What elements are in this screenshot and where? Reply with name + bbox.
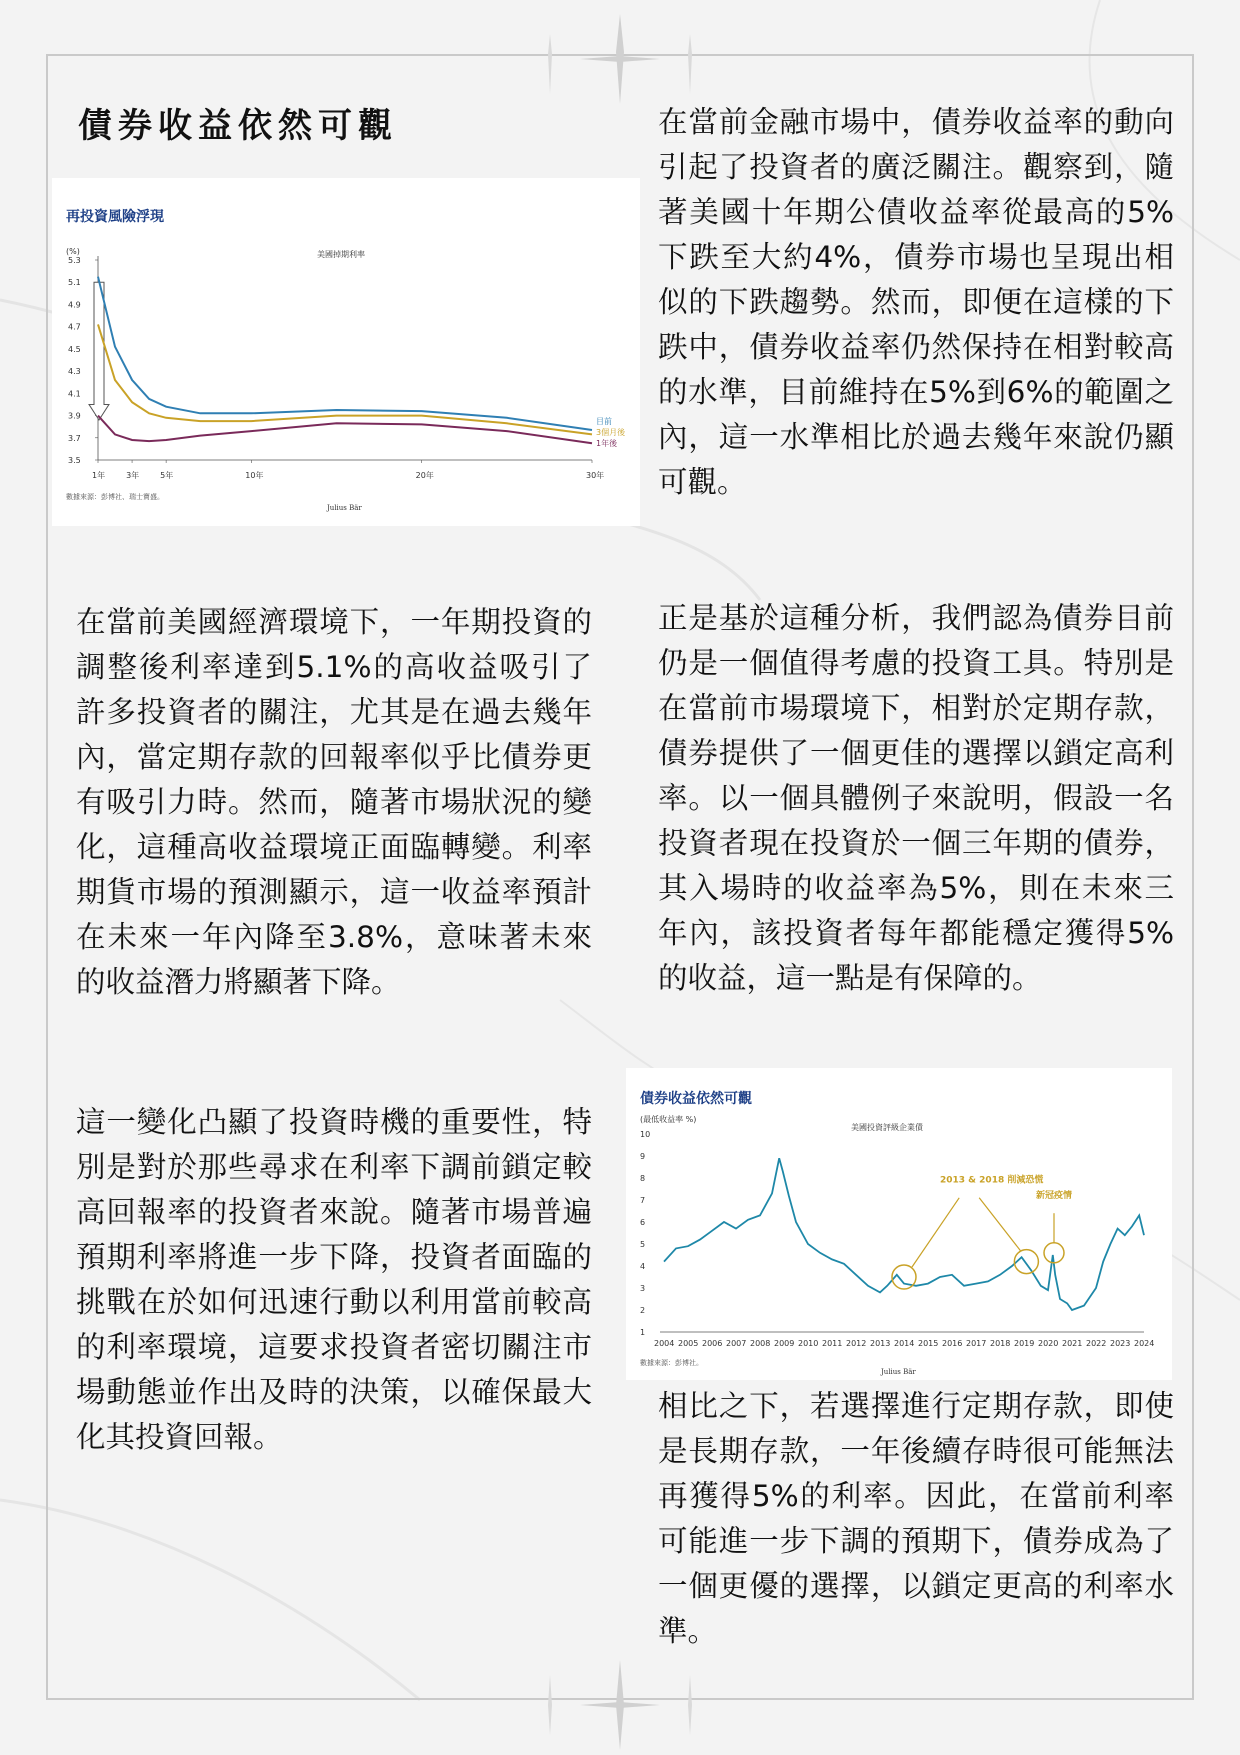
y-tick-label: 4.9: [68, 300, 81, 310]
taper-annotation: 2013 & 2018 削減恐慌: [940, 1175, 1044, 1186]
x-tick-label: 2006: [702, 1339, 723, 1348]
star-ornament-bottom: [520, 1660, 720, 1750]
paragraph-right-1: 在當前金融市場中，債券收益率的動向引起了投資者的廣泛關注。觀察到，隨著美國十年期公債收益率從最高的5%下跌至大約4%，債券市場也呈現出相似的下跌趨勢。然而，即便在這樣的下跌中，債券收益率仍然保持在相對較高的水準，目前維持在5%到6%的範圍之內，這一水準相比於過去幾年來說仍顯可觀。: [658, 105, 1174, 499]
figure1-brand-logo: Julius Bär: [327, 504, 362, 512]
y-tick-label: 5.1: [68, 278, 81, 288]
y-tick-label: 10: [640, 1130, 651, 1139]
x-tick-label: 2018: [990, 1339, 1011, 1348]
figure1-subtitle: 美國掉期利率: [317, 250, 365, 259]
x-tick-label: 2012: [846, 1339, 867, 1348]
x-tick-label: 2013: [870, 1339, 891, 1348]
swap-rate-chart: [52, 178, 640, 526]
y-unit-label: (最低收益率 %): [640, 1115, 697, 1124]
x-tick-label: 30年: [586, 471, 605, 480]
yield-line: [664, 1158, 1144, 1310]
x-tick-label: 2011: [822, 1339, 843, 1348]
taper-arrow-2: [979, 1198, 1020, 1251]
x-tick-label: 2004: [654, 1339, 675, 1348]
y-tick-label: 5.3: [68, 256, 81, 265]
x-tick-label: 2017: [966, 1339, 987, 1348]
y-tick-label: 4: [640, 1262, 646, 1271]
x-tick-label: 2024: [1134, 1339, 1155, 1348]
x-tick-label: 2022: [1086, 1339, 1107, 1348]
legend-label: 1年後: [596, 439, 618, 448]
y-tick-label: 3.9: [68, 411, 81, 421]
legend-label: 目前: [596, 417, 612, 426]
page-title: 債券收益依然可觀: [78, 106, 398, 146]
x-tick-label: 2019: [1014, 1339, 1035, 1348]
covid-annotation: 新冠疫情: [1036, 1190, 1073, 1201]
figure2-subtitle: 美國投資評級企業債: [851, 1123, 923, 1132]
paragraph-right-3: 相比之下，若選擇進行定期存款，即使是長期存款，一年後續存時很可能無法再獲得5%的利率。因此，在當前利率可能進一步下調的預期下，債券成為了一個更優的選擇，以鎖定更高的利率水準。: [658, 1389, 1174, 1648]
y-tick-label: 9: [640, 1152, 646, 1161]
y-tick-label: 5: [640, 1240, 646, 1249]
x-tick-label: 2009: [774, 1339, 795, 1348]
y-tick-label: 7: [640, 1196, 646, 1205]
legend-label: 3個月後: [596, 428, 626, 437]
series-line-1: [98, 277, 592, 430]
x-tick-label: 10年: [245, 471, 264, 480]
paragraph-left-1: 在當前美國經濟環境下，一年期投資的調整後利率達到5.1%的高收益吸引了許多投資者的關注，尤其是在過去幾年內，當定期存款的回報率似乎比債券更有吸引力時。然而，隨著市場狀況的變化，這種高收益環境正面臨轉變。利率期貨市場的預測顯示，這一收益率預計在未來一年內降至3.8%，意味著未來的收益潛力將顯著下降。: [76, 605, 592, 999]
y-tick-label: 6: [640, 1218, 646, 1227]
paragraph-left-2: 這一變化凸顯了投資時機的重要性，特別是對於那些尋求在利率下調前鎖定較高回報率的投資者來說。隨著市場普遍預期利率將進一步下降，投資者面臨的挑戰在於如何迅速行動以利用當前較高的利率環境，這要求投資者密切關注市場動態並作出及時的決策，以確保最大化其投資回報。: [76, 1105, 592, 1454]
star-ornament-top: [520, 14, 720, 104]
figure1-title: 再投資風險浮現: [66, 209, 164, 225]
x-tick-label: 3年: [126, 471, 140, 480]
x-tick-label: 2020: [1038, 1339, 1059, 1348]
taper-arrow-1: [912, 1198, 959, 1267]
y-tick-label: 2: [640, 1306, 646, 1315]
y-tick-label: 4.1: [68, 389, 81, 399]
x-tick-label: 2023: [1110, 1339, 1131, 1348]
x-tick-label: 2021: [1062, 1339, 1083, 1348]
figure2-title: 債券收益依然可觀: [640, 1091, 752, 1107]
figure-bond-yield: [626, 1068, 1172, 1380]
x-tick-label: 1年: [92, 471, 106, 480]
figure2-brand-logo: Julius Bär: [881, 1368, 916, 1376]
x-tick-label: 2008: [750, 1339, 771, 1348]
y-tick-label: 8: [640, 1174, 646, 1183]
figure1-source: 數據來源：彭博社、瑞士寶盛。: [66, 493, 164, 501]
figure-reinvestment-risk: [52, 178, 640, 526]
y-tick-label: 4.7: [68, 322, 81, 332]
x-tick-label: 2015: [918, 1339, 939, 1348]
x-tick-label: 2016: [942, 1339, 963, 1348]
x-tick-label: 2005: [678, 1339, 699, 1348]
y-tick-label: 4.3: [68, 367, 81, 377]
x-tick-label: 2010: [798, 1339, 819, 1348]
x-tick-label: 2014: [894, 1339, 915, 1348]
y-unit-label: (%): [66, 247, 80, 256]
y-tick-label: 3.5: [68, 456, 81, 465]
y-tick-label: 4.5: [68, 344, 81, 354]
y-tick-label: 3.7: [68, 433, 81, 443]
x-tick-label: 2007: [726, 1339, 747, 1348]
figure2-source: 數據來源：彭博社。: [640, 1359, 703, 1367]
series-line-2: [98, 324, 592, 434]
paragraph-right-2: 正是基於這種分析，我們認為債券目前仍是一個值得考慮的投資工具。特別是在當前市場環境下，相對於定期存款，債券提供了一個更佳的選擇以鎖定高利率。以一個具體例子來說明，假設一名投資者現在投資於一個三年期的債券，其入場時的收益率為5%，則在未來三年內，該投資者每年都能穩定獲得5%的收益，這一點是有保障的。: [658, 601, 1174, 995]
y-tick-label: 1: [640, 1328, 646, 1337]
corporate-bond-yield-chart: [626, 1068, 1172, 1380]
x-tick-label: 5年: [160, 471, 174, 480]
y-tick-label: 3: [640, 1284, 646, 1293]
x-tick-label: 20年: [415, 471, 434, 480]
